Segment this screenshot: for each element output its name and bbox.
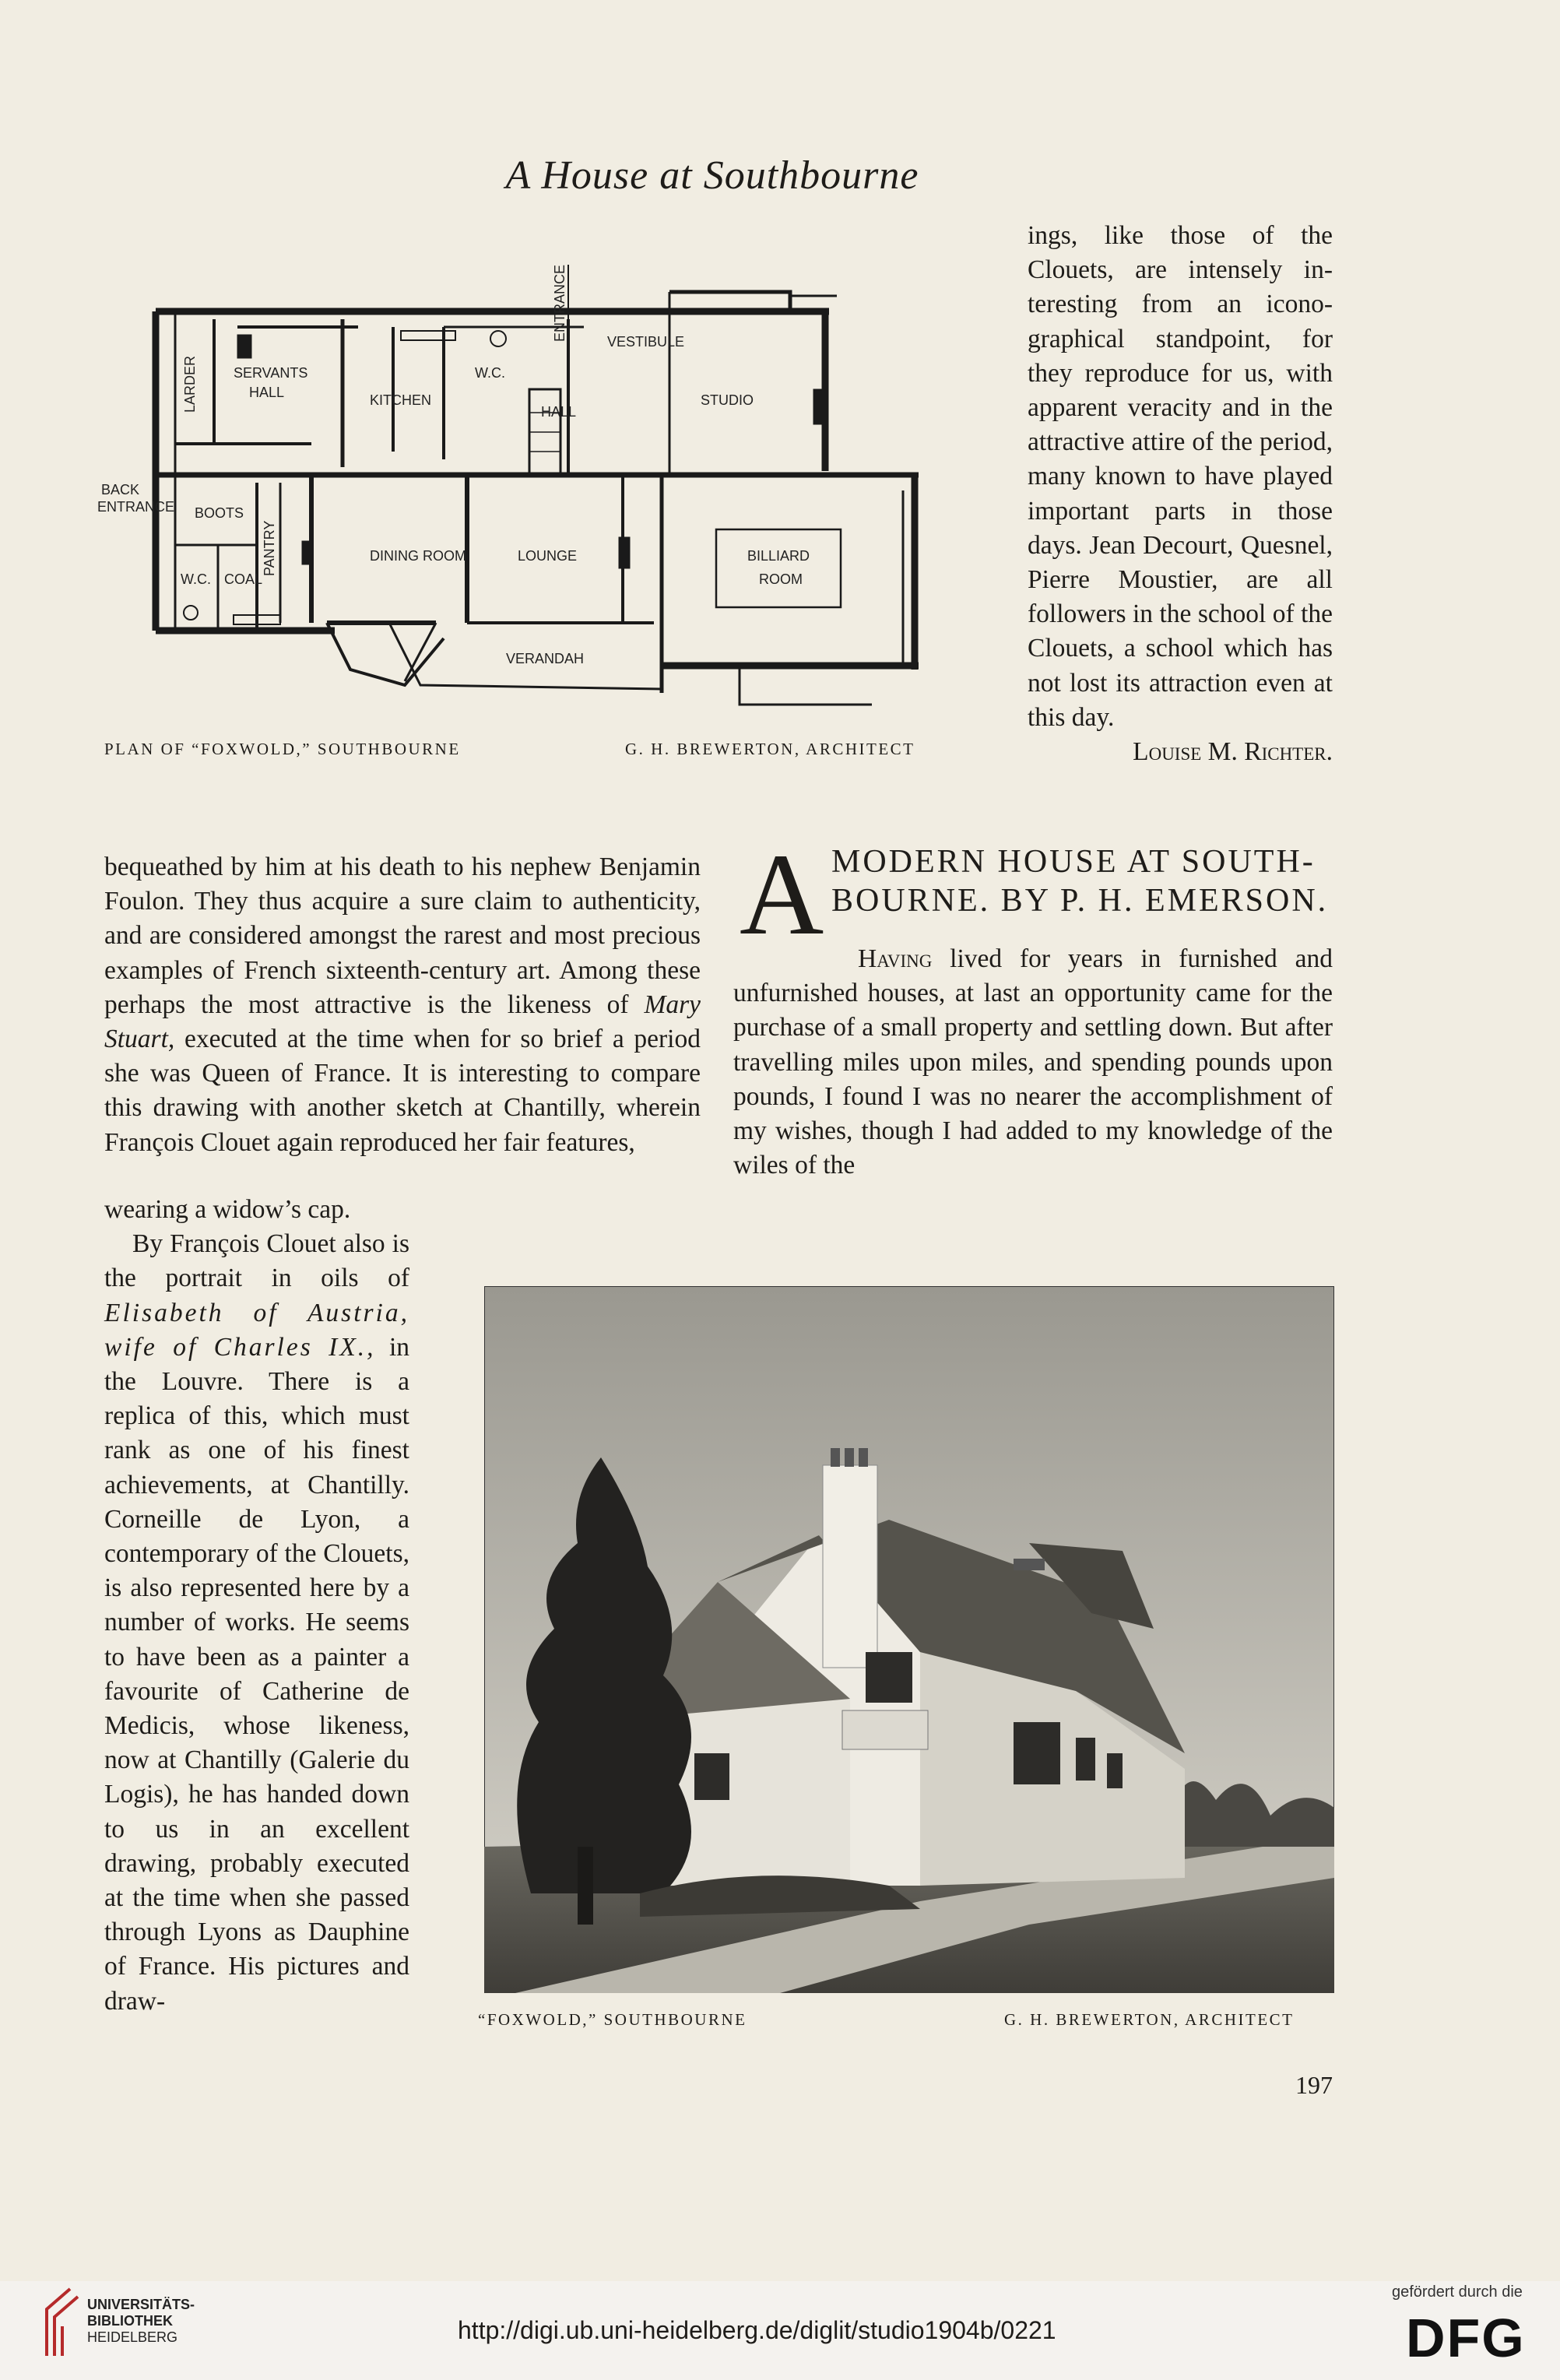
left-paragraph-2-start: By François Clouet also is the portrait in oils of: [104, 1229, 409, 1293]
plan-label-pantry: PANTRY: [262, 520, 277, 576]
left-paragraph-2-rest: in the Louvre. There is a replica of this, which must rank as one of his finest achievements, at Chantilly. Corneille de Lyon, a contemporary of the Clouets, is also represented here by a number of works. He seems to have been as a painter a favourite of Catherine de Medicis, whose likeness, now at Chantilly (Galerie du Logis), he has handed down to us in an excellent drawing, probably executed at the time when she passed through Lyons as Dauphine of France. His pictures and draw-: [104, 1332, 409, 2016]
plan-label-verandah: VERANDAH: [506, 651, 585, 666]
library-name-line-1: UNIVERSITÄTS-: [87, 2297, 195, 2312]
plan-label-kitchen: KITCHEN: [370, 392, 432, 408]
article-lead-word: Having: [858, 944, 933, 973]
plan-label-entrance-back: ENTRANCE: [97, 499, 175, 515]
library-logo-icon: [39, 2286, 81, 2360]
house-photograph: [484, 1286, 1334, 1993]
floor-plan: [93, 218, 965, 716]
plan-label-billiard-room: ROOM: [759, 571, 803, 587]
right-column-paragraph: ings, like those of the Clouets, are intensely interesting from an iconographical standpoint, for they reproduce for us, with apparent veracity and in the attractive attire of the period, many known to have played important parts in those days. Jean Decourt, Quesnel, Pierre Moustier, are all followers in the school of the Clouets, a school which has not lost its attraction even at this day.: [1028, 221, 1333, 732]
narrow-line: wearing a widow’s cap.: [104, 1195, 351, 1224]
plan-label-larder: LARDER: [182, 355, 198, 413]
plan-label-back: BACK: [101, 482, 140, 497]
article-body-text: lived for years in furnished and unfurnished houses, at last an opportunity came for the purchase of a small property and settling down. But after travelling miles upon miles, and spending pounds upon pounds, I found I was no nearer the accomplishment of my wishes, though I had added to my knowledge of the wiles of the: [733, 944, 1333, 1180]
plan-label-coal: COAL: [224, 571, 263, 587]
left-column-narrow: [104, 1193, 409, 2019]
article-heading-line-1: MODERN HOUSE AT SOUTH-: [831, 844, 1316, 880]
plan-label-servants: SERVANTS: [234, 365, 308, 381]
photo-caption-right: G. H. BREWERTON, ARCHITECT: [1004, 2010, 1295, 2029]
plan-label-billiard: BILLIARD: [747, 548, 810, 564]
funded-by-label: gefördert durch die: [1392, 2283, 1523, 2301]
plan-label-dining-room: DINING ROOM: [370, 548, 466, 564]
left-paragraph-1-rest: executed at the time when for so brief a period she was Queen of France. It is interesting to compare this drawing with another sketch at Chantilly, wherein François Clouet again reproduced her fair features,: [104, 1025, 701, 1157]
page-number: 197: [1295, 2071, 1333, 2099]
right-column-top: [1028, 219, 1333, 769]
running-title: A House at Southbourne: [505, 153, 919, 198]
plan-label-studio: STUDIO: [701, 392, 754, 408]
plan-label-hall: HALL: [541, 404, 577, 420]
library-name-line-3: HEIDELBERG: [87, 2329, 178, 2345]
library-name: [87, 2297, 195, 2346]
photo-caption-left: “FOXWOLD,” SOUTHBOURNE: [478, 2010, 747, 2029]
plan-label-entrance: ENTRANCE: [552, 265, 567, 343]
source-url-link[interactable]: http://digi.ub.uni-heidelberg.de/diglit/studio1904b/0221: [458, 2316, 1056, 2344]
left-paragraph-1: [104, 850, 701, 1160]
library-name-line-2: BIBLIOTHEK: [87, 2313, 173, 2329]
plan-caption-left: PLAN OF “FOXWOLD,” SOUTHBOURNE: [104, 740, 461, 758]
article-body: [733, 942, 1333, 1183]
author-signature: Louise M. Richter.: [1133, 737, 1333, 767]
plan-label-wc: W.C.: [475, 365, 505, 381]
elisabeth-title: Elisabeth of Austria, wife of Charles IX.,: [104, 1298, 409, 1362]
plan-label-servants-hall: HALL: [249, 385, 285, 400]
dfg-logo: DFG: [1406, 2308, 1526, 2368]
plan-label-lounge: LOUNGE: [518, 548, 578, 564]
plan-label-boots: BOOTS: [195, 505, 244, 521]
mary-stuart-title: Mary Stuart,: [104, 990, 701, 1054]
left-column-upper: [104, 850, 701, 1160]
plan-caption-right: G. H. BREWERTON, ARCHITECT: [625, 740, 915, 758]
left-paragraph-1-text: bequeathed by him at his death to his nephew Benjamin Foulon. They thus acquire a sure claim to authenticity, and are considered amongst the rarest and most precious examples of French sixteenth-century art. Among these perhaps the most attractive is the likeness of: [104, 853, 701, 1019]
article-dropcap: A: [740, 830, 824, 959]
article-paragraph: [733, 942, 1333, 1183]
plan-label-vestibule: VESTIBULE: [607, 334, 685, 350]
plan-label-wc-2: W.C.: [181, 571, 211, 587]
left-paragraph-2: [104, 1227, 409, 2019]
article-heading-line-2: BOURNE. BY P. H. EMERSON.: [831, 883, 1329, 919]
